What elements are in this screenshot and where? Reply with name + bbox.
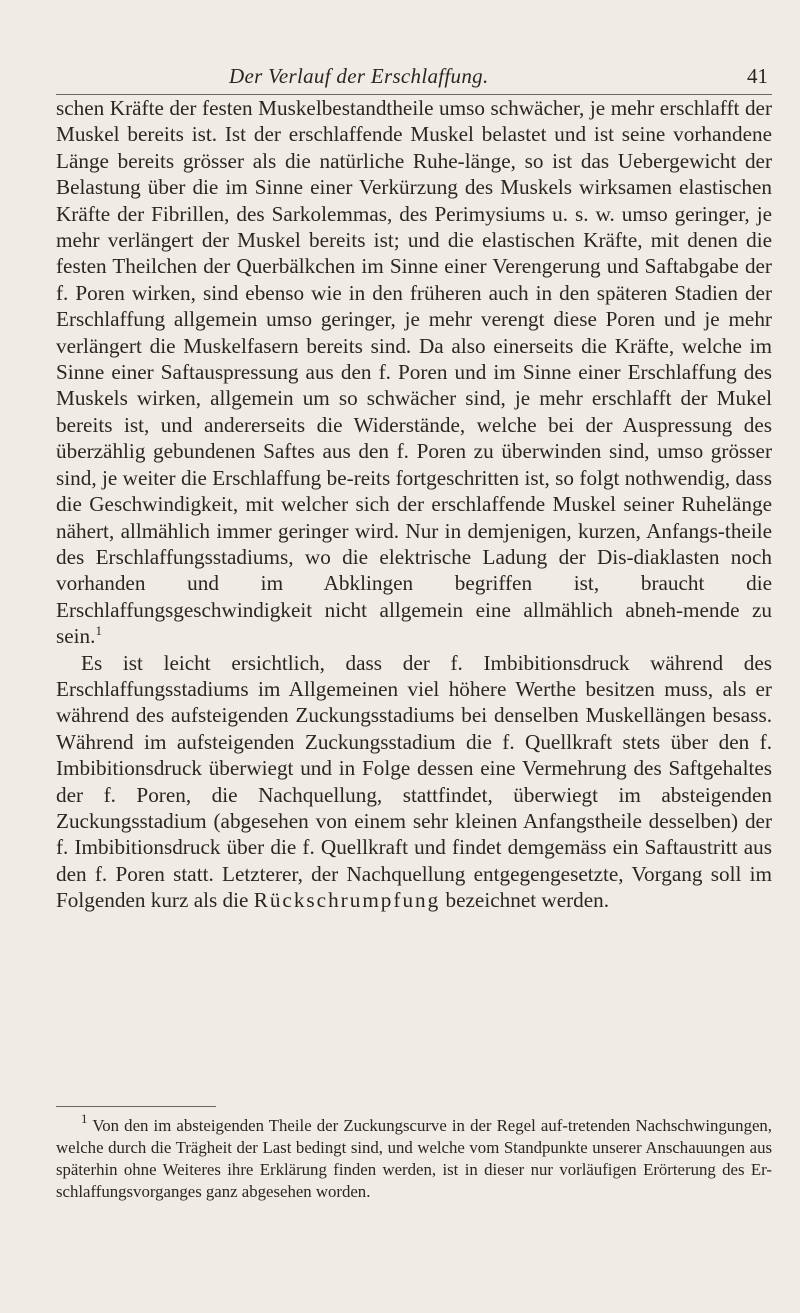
- footnote-marker: 1: [81, 1111, 88, 1126]
- page-number: 41: [747, 64, 768, 88]
- footnote-reference: 1: [95, 623, 102, 639]
- paragraph-imbibition-pressure: [56, 650, 772, 914]
- paragraph-1-text: schen Kräfte der festen Muskelbestandtheile umso schwächer, je mehr erschlafft der Muskel bereits ist. Ist der erschlaffende Muskel belastet und ist seine vorhandene Länge bereits grösser als die natürliche Ruhe-länge, so ist das Uebergewicht der Belastung über die im Sinne einer Verkürzung des Muskels wirksamen elastischen Kräfte der Fibrillen, des Sarkolemmas, des Perimysiums u. s. w. umso geringer, je mehr verlängert der Muskel bereits ist; und die elastischen Kräfte, mit denen die festen Theilchen der Querbälkchen im Sinne einer Verengerung und Saftabgabe der f. Poren wirken, sind ebenso wie in den früheren auch in den späteren Stadien der Erschlaffung allgemein umso geringer, je mehr verengt diese Poren und je mehr verlängert die Muskelfasern bereits sind. Da also einerseits die Kräfte, welche im Sinne einer Saftauspressung aus den f. Poren und im Sinne einer Erschlaffung des Muskels wirken, allgemein um so schwächer sind, je mehr erschlafft der Mukel bereits ist, und andererseits die Widerstände, welche bei der Auspressung des überzählig gebundenen Saftes aus den f. Poren zu überwinden sind, umso grösser sind, je weiter die Erschlaffung be-reits fortgeschritten ist, so folgt nothwendig, dass die Geschwindigkeit, mit welcher sich der erschlaffende Muskel seiner Ruhelänge nähert, allmählich immer geringer wird. Nur in demjenigen, kurzen, Anfangs-theile des Erschlaffungsstadiums, wo die elektrische Ladung der Dis-diaklasten noch vorhanden und im Abklingen begriffen ist, braucht die Erschlaffungsgeschwindigkeit nicht allgemein eine allmählich abneh-mende zu sein.: [56, 96, 772, 649]
- paragraph-2-text-end: bezeichnet werden.: [445, 888, 610, 913]
- footnote: [56, 1111, 772, 1203]
- paragraph-continuation: [56, 95, 772, 650]
- footnote-area: [56, 1111, 772, 1203]
- running-header: [56, 62, 772, 90]
- footnote-rule: [56, 1106, 216, 1107]
- emphasized-term: Rückschrumpfung: [253, 888, 441, 913]
- footnote-text: Von den im absteigenden Theile der Zuckungscurve in der Regel auf-tretenden Nachschwingungen, welche durch die Trägheit der Last bedingt sind, und welche vom Standpunkte unserer Anschauungen aus späterhin ohne Weiteres ihre Erklärung finden werden, ist in dieser nur vorläufigen Erörterung des Er-schlaffungsvorganges ganz abgesehen worden.: [56, 1116, 772, 1201]
- running-title: Der Verlauf der Erschlaffung.: [229, 64, 489, 88]
- body-text: [56, 95, 772, 914]
- paragraph-2-text-start: Es ist leicht ersichtlich, dass der f. Imbibitionsdruck während des Erschlaffungsstadiums im Allgemeinen viel höhere Werthe besitzen muss, als er während des aufsteigenden Zuckungsstadiums bei denselben Muskellängen besass. Während im aufsteigenden Zuckungsstadium die f. Quellkraft stets über den f. Imbibitionsdruck überwiegt und in Folge dessen eine Vermehrung des Saftgehaltes der f. Poren, die Nachquellung, stattfindet, überwiegt im absteigenden Zuckungsstadium (abgesehen von einem sehr kleinen Anfangstheile desselben) der f. Imbibitionsdruck über die f. Quellkraft und findet demgemäss ein Saftaustritt aus den f. Poren statt. Letzterer, der Nachquellung entgegengesetzte, Vorgang soll im Folgenden kurz als die: [56, 650, 772, 913]
